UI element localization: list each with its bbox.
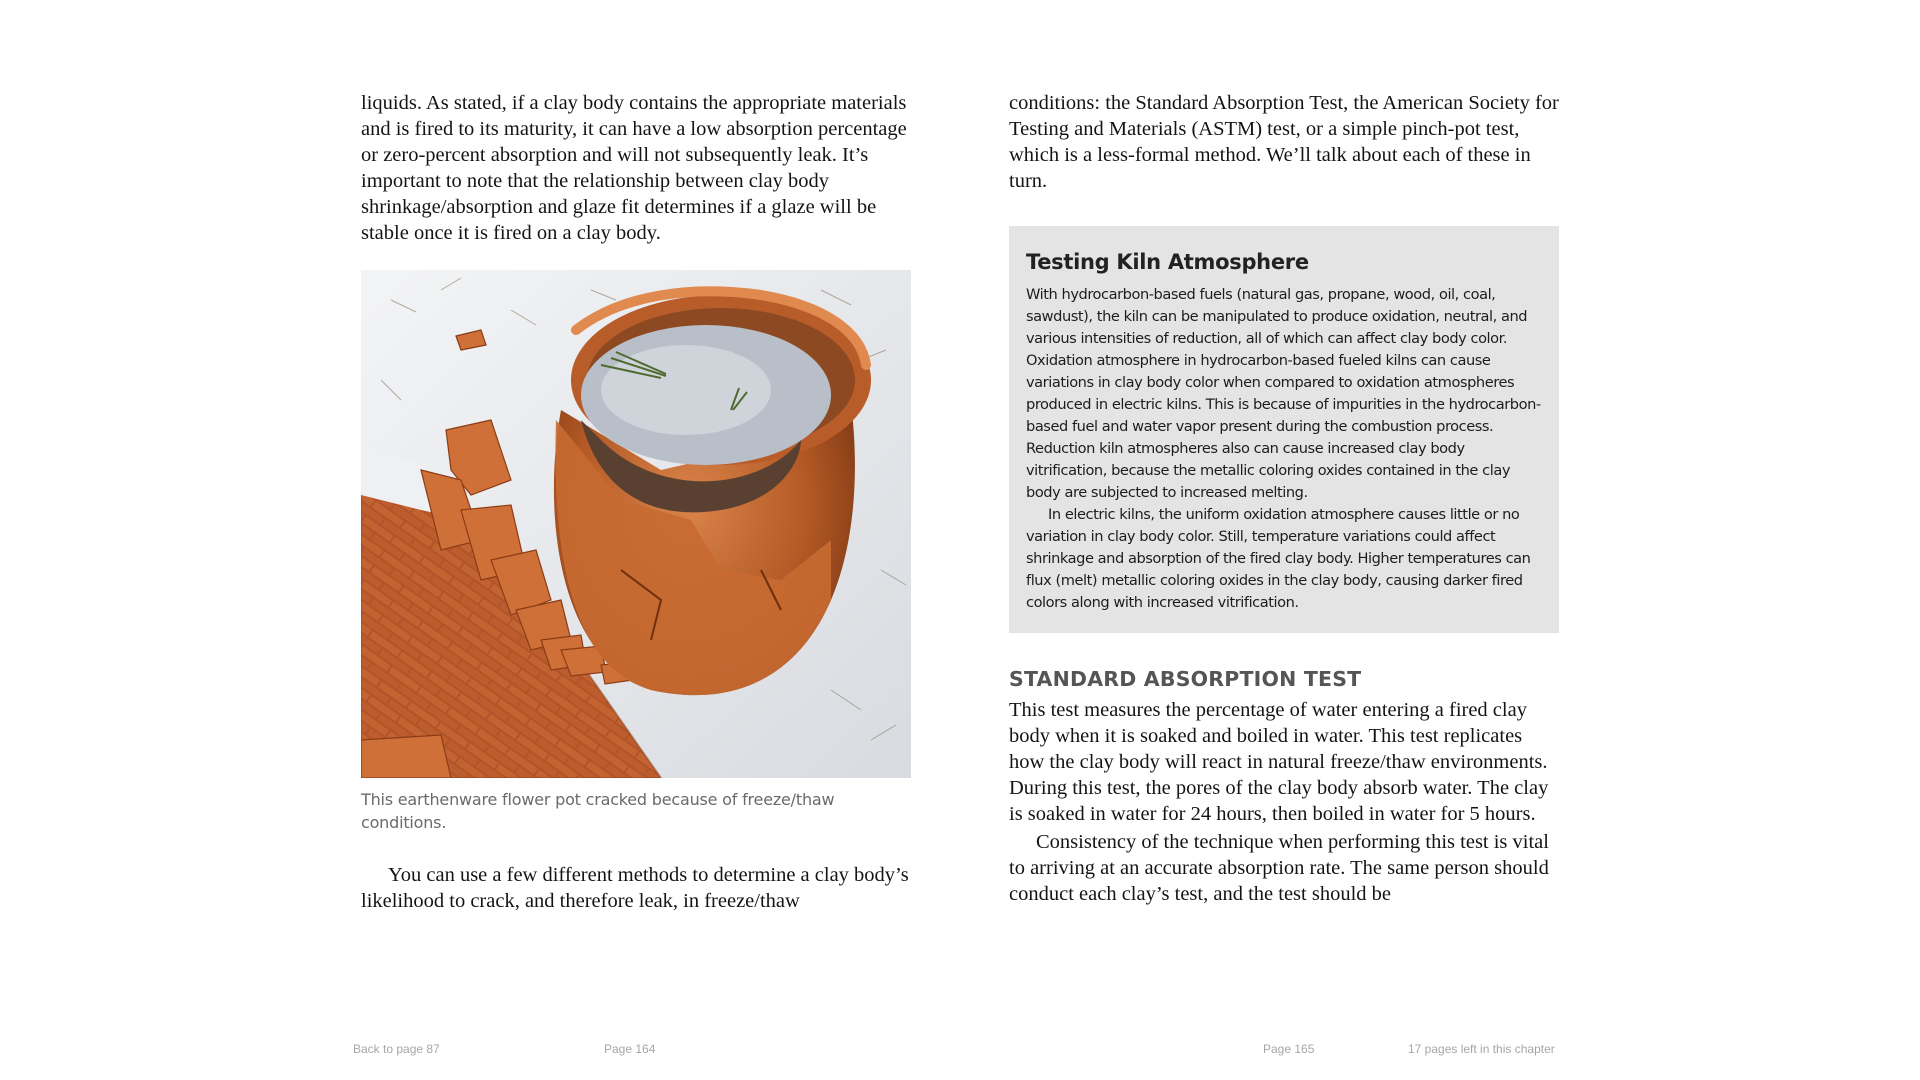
left-paragraph-1: liquids. As stated, if a clay body contains the appropriate materials and is fired to its maturity, it can have a low absorption percentage or zero-percent absorption and will not subsequently leak. It’s important to note that the relationship between clay body shrinkage/absorption and glaze fit determines if a glaze will be stable once it is fired on a clay body. — [361, 92, 907, 244]
right-paragraph-3: Consistency of the technique when performing this test is vital to arriving at an accurate absorption rate. The same person should conduct each clay’s test, and the test should be — [1009, 831, 1549, 905]
pages-left-indicator: 17 pages left in this chapter — [1408, 1042, 1555, 1056]
cracked-flower-pot-photo — [361, 270, 911, 778]
figure-caption: This earthenware flower pot cracked because of freeze/thaw conditions. — [361, 790, 835, 832]
sidebar-paragraph-1: With hydrocarbon-based fuels (natural gas, propane, wood, oil, coal, sawdust), the kiln can be manipulated to produce oxidation, neutral, and various intensities of reduction, all of which can affect clay body color. Oxidation atmosphere in hydrocarbon-based fueled kilns can cause variations in clay body color when compared to oxidation atmospheres produced in electric kilns. This is because of impurities in the hydrocarbon-based fuel and water vapor present during the combustion process. Reduction kiln atmospheres also can cause increased clay body vitrification, because the metallic coloring oxides contained in the clay body are subjected to increased melting. — [1026, 286, 1541, 501]
right-paragraph-1: conditions: the Standard Absorption Test, the American Society for Testing and Materials (ASTM) test, or a simple pinch-pot test, which is a less-formal method. We’ll talk about each of these in turn. — [1009, 92, 1559, 192]
sidebar-box — [1009, 226, 1559, 633]
section-heading: STANDARD ABSORPTION TEST — [1009, 667, 1362, 691]
left-page — [361, 90, 911, 914]
left-paragraph-2: You can use a few different methods to determine a clay body’s likelihood to crack, and therefore leak, in freeze/thaw — [361, 864, 909, 912]
figure — [361, 270, 911, 834]
left-page-number: Page 164 — [604, 1042, 656, 1056]
right-page — [1009, 90, 1559, 907]
back-to-page-link[interactable]: Back to page 87 — [353, 1042, 440, 1056]
sidebar-paragraph-2: In electric kilns, the uniform oxidation atmosphere causes little or no variation in clay body color. Still, temperature variations could affect shrinkage and absorption of the fired clay body. Higher temperatures can flux (melt) metallic coloring oxides in the clay body, causing darker fired colors along with increased vitrification. — [1026, 506, 1531, 611]
right-paragraph-2: This test measures the percentage of water entering a fired clay body when it is soaked and boiled in water. This test replicates how the clay body will react in natural freeze/thaw environments. During this test, the pores of the clay body absorb water. The clay is soaked in water for 24 hours, then boiled in water for 5 hours. — [1009, 699, 1549, 825]
sidebar-title: Testing Kiln Atmosphere — [1026, 250, 1309, 274]
right-page-number: Page 165 — [1263, 1042, 1315, 1056]
